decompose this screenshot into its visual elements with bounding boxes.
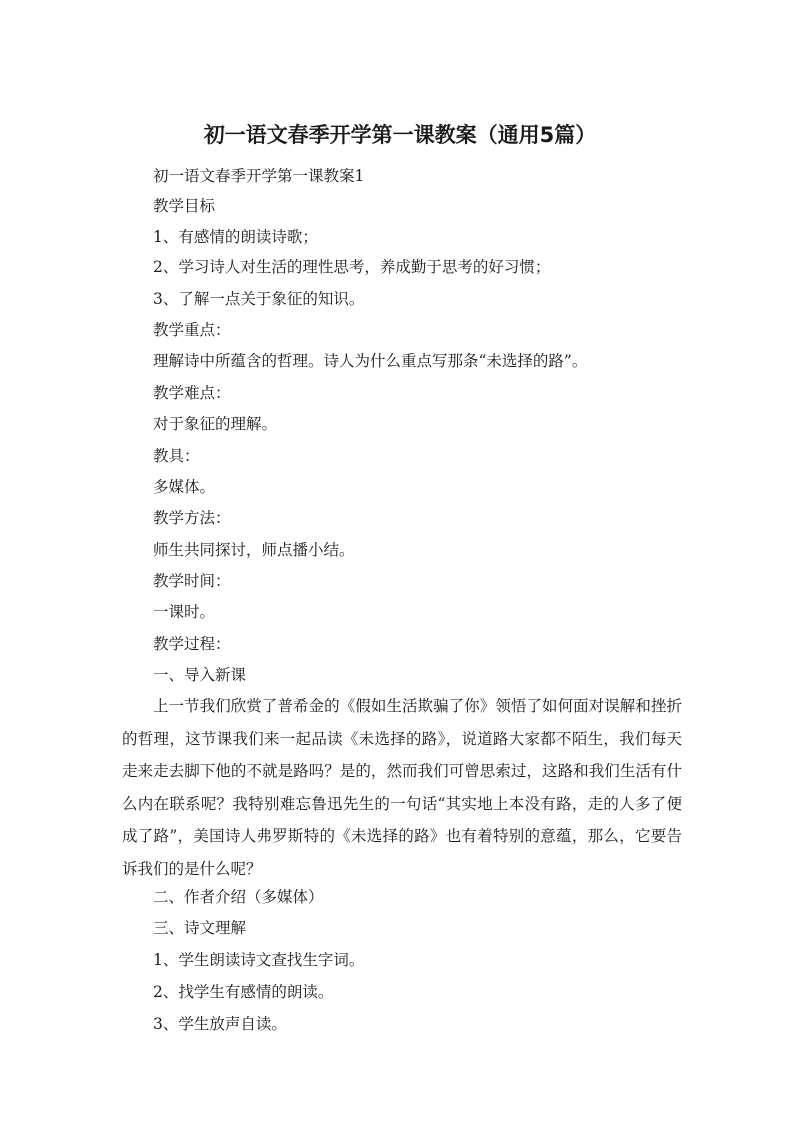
intro-paragraph: 上一节我们欣赏了普希金的《假如生活欺骗了你》领悟了如何面对误解和挫折的哲理，这节课我们来一起品读《未选择的路》，说道路大家都不陌生，我们每天走来走去脚下他的不就是路吗？是的，然而我们可曾思索过，这路和我们生活有什么内在联系呢？我特别难忘鲁迅先生的一句话“其实地上本没有路，走的人多了便成了路”，美国诗人弗罗斯特的《未选择的路》也有着特别的意蕴，那么，它要告诉我们的是什么呢？	[122, 697, 682, 878]
paragraph-line: 师生共同探讨，师点播小结。	[153, 541, 355, 559]
list-item: 3、了解一点关于象征的知识。	[153, 290, 365, 308]
list-item: 1、有感情的朗读诗歌；	[153, 228, 318, 246]
step-heading: 三、诗文理解	[153, 919, 247, 937]
list-item: 2、学习诗人对生活的理性思考，养成勤于思考的好习惯；	[153, 258, 551, 276]
section-heading-methods: 教学方法：	[153, 509, 231, 527]
paragraph-line: 一课时。	[153, 603, 216, 621]
paragraph-line: 多媒体。	[153, 478, 216, 496]
paragraph-line: 理解诗中所蕴含的哲理。诗人为什么重点写那条“未选择的路”。	[153, 352, 588, 370]
step-heading: 二、作者介绍（多媒体）	[153, 888, 324, 906]
list-item: 2、找学生有感情的朗读。	[153, 983, 334, 1001]
subtitle: 初一语文春季开学第一课教案1	[153, 167, 365, 185]
section-heading-teaching-aids: 教具：	[153, 447, 200, 465]
step-heading: 一、导入新课	[153, 666, 247, 684]
section-heading-objectives: 教学目标	[153, 197, 216, 215]
list-item: 1、学生朗读诗文查找生字词。	[153, 951, 365, 969]
section-heading-difficulties: 教学难点：	[153, 384, 231, 402]
document-title: 初一语文春季开学第一课教案（通用5篇）	[203, 123, 597, 147]
section-heading-time: 教学时间：	[153, 572, 231, 590]
section-heading-process: 教学过程：	[153, 635, 231, 653]
section-heading-key-points: 教学重点：	[153, 321, 231, 339]
paragraph-line: 对于象征的理解。	[153, 415, 278, 433]
list-item: 3、学生放声自读。	[153, 1015, 287, 1033]
